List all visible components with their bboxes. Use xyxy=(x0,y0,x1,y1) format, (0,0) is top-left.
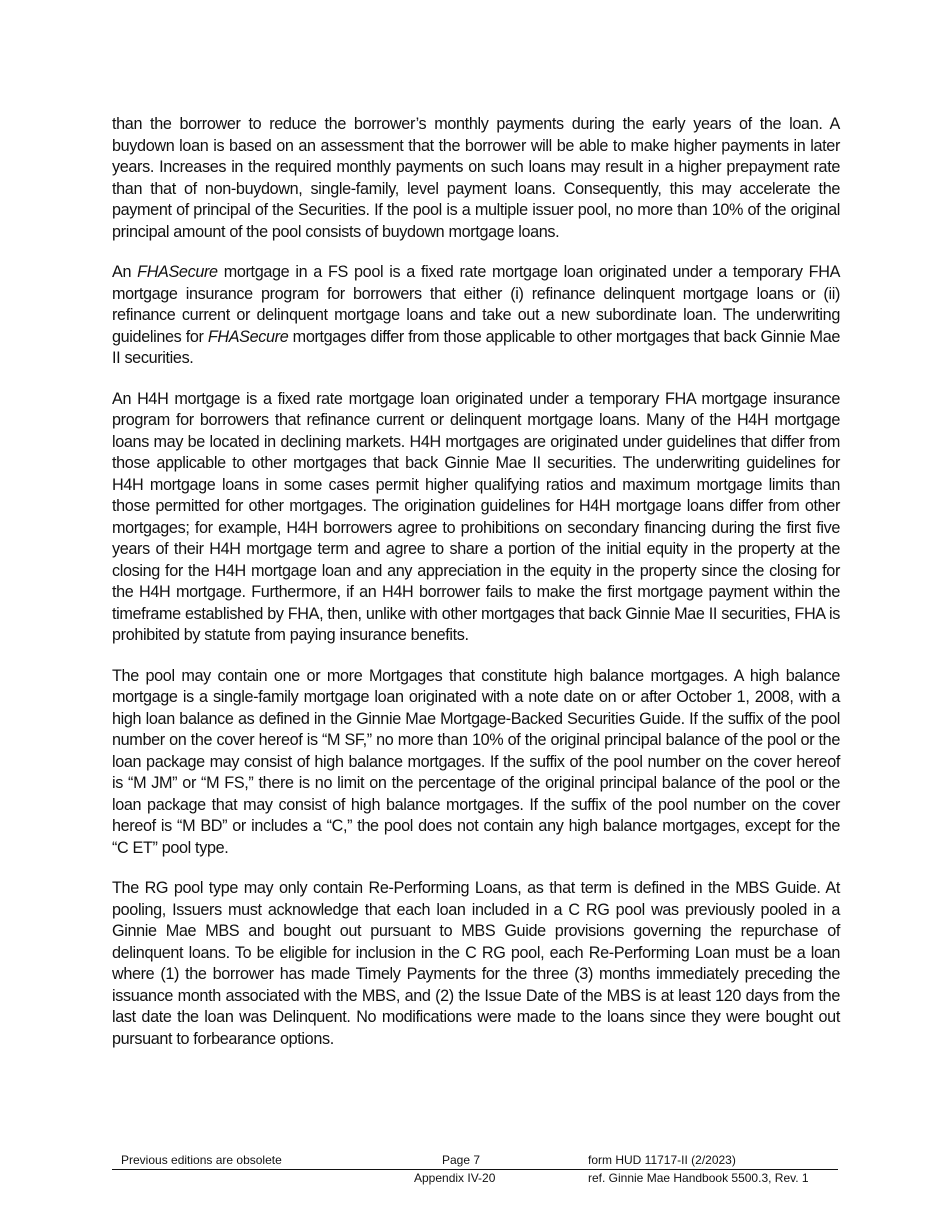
paragraph-text: The RG pool type may only contain Re-Performing Loans, as that term is defined in the MBS Guide. At pooling, Issuers must acknowledge that each loan included in a C RG pool was previously pooled in a Ginnie Mae MBS and bought out pursuant to MBS Guide provisions governing the repurchase of delinquent loans. To be eligible for inclusion in the C RG pool, each Re-Performing Loan must be a loan where (1) the borrower has made Timely Payments for the three (3) months immediately preceding the issuance month associated with the MBS, and (2) the Issue Date of the MBS is at least 120 days from the last date the loan was Delinquent. No modifications were made to the loans since they were bought out pursuant to forbearance options. xyxy=(112,879,840,1048)
footer-reference: ref. Ginnie Mae Handbook 5500.3, Rev. 1 xyxy=(588,1171,809,1185)
page-footer xyxy=(112,1151,838,1191)
footer-page-number: Page 7 xyxy=(442,1153,481,1167)
paragraph-text: mortgage in a FS pool is a fixed rate mortgage loan originated under a temporary FHA mortgage insurance program for borrowers that either (i) refinance delinquent mortgage loans or (ii) refinance current or delinquent mortgage loans and take out a new subordinate loan. The underwriting guidelines for xyxy=(112,263,841,346)
italic-term: FHASecure xyxy=(207,327,289,346)
footer-divider xyxy=(112,1169,838,1170)
paragraph-fhasecure xyxy=(112,262,840,370)
footer-appendix: Appendix IV-20 xyxy=(414,1171,496,1185)
paragraph-text: The pool may contain one or more Mortgages that constitute high balance mortgages. A high balance mortgage is a single-family mortgage loan originated with a note date on or after October 1, 2008, with a high loan balance as defined in the Ginnie Mae Mortgage-Backed Securities Guide. If the suffix of the pool number on the cover hereof is “M SF,” no more than 10% of the original principal balance of the pool or the loan package may consist of high balance mortgages. If the suffix of the pool number on the cover hereof is “M JM” or “M FS,” there is no limit on the percentage of the original principal balance of the pool or the loan package that may consist of high balance mortgages. If the suffix of the pool number on the cover hereof is “M BD” or includes a “C,” the pool does not contain any high balance mortgages, except for the “C ET” pool type. xyxy=(112,666,840,857)
paragraph-text: mortgages differ from those applicable to other mortgages that back Ginnie Mae II securities. xyxy=(112,327,840,367)
page-body xyxy=(112,114,840,1069)
paragraph-text: than the borrower to reduce the borrower’s monthly payments during the early years of the loan. A buydown loan is based on an assessment that the borrower will be able to make higher payments in later years. Increases in the required monthly payments on such loans may result in a higher prepayment rate than that of non-buydown, single-family, level payment loans. Consequently, this may accelerate the payment of principal of the Securities. If the pool is a multiple issuer pool, no more than 10% of the original principal amount of the pool consists of buydown mortgage loans. xyxy=(112,115,840,241)
paragraph-rg-pool xyxy=(112,878,840,1050)
paragraph-text: An xyxy=(112,263,138,281)
italic-term: FHASecure xyxy=(137,263,218,281)
paragraph-high-balance xyxy=(112,666,840,860)
paragraph-buydown xyxy=(112,114,840,243)
footer-obsolete-note: Previous editions are obsolete xyxy=(121,1153,282,1167)
paragraph-h4h xyxy=(112,389,840,647)
paragraph-text: An H4H mortgage is a fixed rate mortgage loan originated under a temporary FHA mortgage insurance program for borrowers that refinance current or delinquent mortgage loans. Many of the H4H mortgage loans may be located in declining markets. H4H mortgages are originated under guidelines that differ from those applicable to other mortgages that back Ginnie Mae II securities. The underwriting guidelines for H4H mortgage loans in some cases permit higher qualifying ratios and maximum mortgage limits than those permitted for other mortgages. The origination guidelines for H4H mortgage loans differ from other mortgages; for example, H4H borrowers agree to prohibitions on secondary financing during the first five years of their H4H mortgage term and agree to share a portion of the initial equity in the property at the closing for the H4H mortgage loan and any appreciation in the equity in the property since the closing for the H4H mortgage. Furthermore, if an H4H borrower fails to make the first mortgage payment within the timeframe established by FHA, then, unlike with other mortgages that back Ginnie Mae II securities, FHA is prohibited by statute from paying insurance benefits. xyxy=(112,389,840,644)
footer-form-id: form HUD 11717-II (2/2023) xyxy=(588,1153,736,1167)
